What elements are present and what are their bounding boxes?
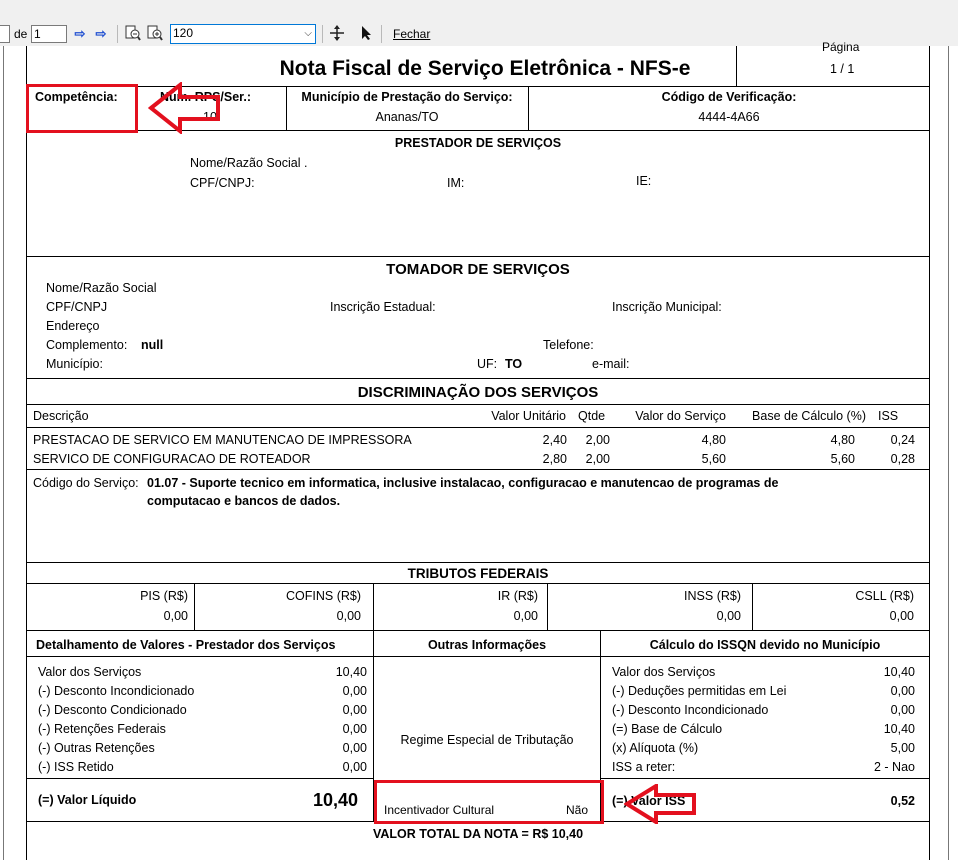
detalhamento-title: Detalhamento de Valores - Prestador dos Serviços (36, 638, 336, 652)
tomador-complemento-label: Complemento: (46, 338, 128, 352)
tomador-uf-label: UF: (477, 357, 498, 371)
chevron-down-icon: ⌵ (304, 28, 312, 39)
issqn-row-label: Valor dos Serviços (612, 665, 716, 679)
row-descricao: PRESTACAO DE SERVICO EM MANUTENCAO DE IMPRESSORA (33, 433, 412, 447)
row-iss: 0,24 (890, 433, 915, 447)
tomador-title: TOMADOR DE SERVIÇOS (386, 261, 570, 278)
page-title: Nota Fiscal de Serviço Eletrônica - NFS-e (279, 57, 691, 80)
left-arrow-icon (148, 82, 222, 134)
next-page-icon[interactable]: ⇨ (74, 26, 86, 41)
document-page (0, 40, 958, 860)
codigo-servico-label: Código do Serviço: (33, 476, 139, 490)
issqn-row-value: 0,00 (890, 703, 915, 717)
servicos-rows-line (26, 469, 930, 470)
toolbar-separator (322, 25, 323, 43)
competencia-highlight-box (26, 84, 138, 133)
tributo-inss-value: 0,00 (716, 609, 741, 623)
detalhamento-row-value: 0,00 (342, 760, 367, 774)
tomador-municipio-label: Município: (46, 357, 103, 371)
servicos-title-line (26, 404, 930, 405)
codigo-verificacao-label: Código de Verificação: (661, 90, 797, 104)
pagina-label: Página (822, 40, 860, 54)
left-arrow-icon (624, 784, 698, 824)
issqn-row-label: (-) Desconto Incondicionado (612, 703, 769, 717)
codigo-servico-line2: computacao e bancos de dados. (147, 494, 341, 508)
close-button[interactable]: Fechar (393, 27, 431, 41)
frame-right (929, 46, 930, 860)
municipio-value: Ananas/TO (375, 110, 439, 124)
col-qtde: Qtde (578, 409, 606, 423)
zoom-value: 120 (173, 26, 194, 40)
issqn-title-line (601, 656, 930, 657)
issqn-row-value: 0,00 (890, 684, 915, 698)
valor-iss-label: (=) Valor ISS (612, 794, 686, 808)
zoom-select[interactable] (170, 24, 316, 44)
detalhamento-row-label: (-) Desconto Condicionado (38, 703, 187, 717)
tomador-cpf-label: CPF/CNPJ (46, 300, 108, 314)
issqn-row-label: (x) Alíquota (%) (612, 741, 699, 755)
prestador-ie-label: IE: (636, 174, 652, 188)
tomador-endereco-label: Endereço (46, 319, 100, 333)
prestador-im-label: IM: (447, 176, 465, 190)
tributo-pis-value: 0,00 (163, 609, 188, 623)
detalhamento-row-label: Valor dos Serviços (38, 665, 142, 679)
detalhamento-row-value: 10,40 (335, 665, 367, 679)
detalhamento-row-label: (-) ISS Retido (38, 760, 114, 774)
row-qtde: 2,00 (585, 433, 610, 447)
tributo-inss-label: INSS (R$) (684, 589, 741, 603)
detalhamento-row-label: (-) Outras Retenções (38, 741, 155, 755)
row-qtde: 2,00 (585, 452, 610, 466)
row-valor-servico: 5,60 (701, 452, 726, 466)
tomador-telefone-label: Telefone: (543, 338, 594, 352)
pointer-icon[interactable] (358, 25, 374, 43)
zoom-out-icon[interactable] (124, 25, 142, 43)
detalhamento-row-label: (-) Desconto Incondicionado (38, 684, 195, 698)
detalhamento-row-value: 0,00 (342, 703, 367, 717)
header-bottom-line (136, 130, 930, 131)
issqn-row-value: 10,40 (883, 722, 915, 736)
outras-title: Outras Informações (427, 638, 547, 652)
tributos-title: TRIBUTOS FEDERAIS (407, 566, 549, 581)
tomador-uf-value: TO (505, 357, 523, 371)
prestador-nome-label: Nome/Razão Social . (190, 156, 308, 170)
servicos-header-line (26, 427, 930, 428)
detalhamento-row-label: (-) Retenções Federais (38, 722, 166, 736)
tributos-divider (194, 583, 195, 630)
detalhamento-rows-line (26, 778, 374, 779)
num-rps-value: 10 (203, 110, 217, 124)
incentivador-highlight-box (374, 780, 604, 824)
col-iss: ISS (878, 409, 899, 423)
issqn-title: Cálculo do ISSQN devido no Município (649, 638, 881, 652)
title-divider (736, 46, 737, 86)
last-page-icon[interactable]: ⇨ (95, 26, 107, 41)
row-base-calculo: 4,80 (830, 433, 855, 447)
tributo-cofins-value: 0,00 (336, 609, 361, 623)
tributo-ir-label: IR (R$) (497, 589, 538, 603)
tributos-bottom-line (26, 630, 930, 631)
tributo-pis-label: PIS (R$) (140, 589, 188, 603)
toolbar-separator (381, 25, 382, 43)
tributos-divider (547, 583, 548, 630)
toolbar-separator (117, 25, 118, 43)
col-valor-servico: Valor do Serviço (635, 409, 726, 423)
row-valor-unitario: 2,40 (542, 433, 567, 447)
tomador-complemento-value: null (141, 338, 164, 352)
tributo-cofins-label: COFINS (R$) (286, 589, 361, 603)
tributo-ir-value: 0,00 (513, 609, 538, 623)
detalhamento-row-value: 0,00 (342, 722, 367, 736)
issqn-row-value: 10,40 (883, 665, 915, 679)
page-edge-right (948, 46, 949, 860)
page-of-label: de (14, 27, 28, 41)
tomador-insc-est-label: Inscrição Estadual: (330, 300, 436, 314)
incentivador-label: Incentivador Cultural (384, 803, 495, 817)
outras-title-line (374, 656, 601, 657)
valor-liquido-value: 10,40 (312, 790, 358, 810)
prestador-cpf-label: CPF/CNPJ: (190, 176, 255, 190)
issqn-rows-line (601, 778, 930, 779)
row-valor-unitario: 2,80 (542, 452, 567, 466)
num-rps-label: Núm. RPS/Ser.: (160, 90, 251, 104)
tomador-insc-mun-label: Inscrição Municipal: (612, 300, 722, 314)
incentivador-value: Não (566, 803, 589, 817)
tributos-title-line (26, 583, 930, 584)
tributo-csll-label: CSLL (R$) (855, 589, 914, 603)
page-number-input[interactable]: 1 (31, 25, 67, 43)
frame-left (26, 46, 27, 860)
page-edge-left (3, 46, 4, 860)
detalhamento-row-value: 0,00 (342, 684, 367, 698)
prestador-title: PRESTADOR DE SERVIÇOS (394, 136, 562, 150)
codigo-servico-line1: 01.07 - Suporte tecnico em informatica, inclusive instalacao, configuracao e manutencao de programas de (147, 476, 779, 490)
zoom-in-icon[interactable] (146, 25, 164, 43)
row-base-calculo: 5,60 (830, 452, 855, 466)
servicos-title: DISCRIMINAÇÃO DOS SERVIÇOS (357, 384, 599, 401)
pan-icon[interactable] (328, 25, 346, 43)
viewer-toolbar (0, 22, 958, 46)
regime-especial-label: Regime Especial de Tributação (400, 733, 574, 747)
codigo-bottom-line (26, 562, 930, 563)
issqn-row-label: ISS a reter: (612, 760, 676, 774)
tomador-nome-label: Nome/Razão Social (46, 281, 157, 295)
tomador-bottom-line (26, 378, 930, 379)
detalhamento-row-value: 0,00 (342, 741, 367, 755)
pagina-value: 1 / 1 (830, 62, 855, 76)
row-descricao: SERVICO DE CONFIGURACAO DE ROTEADOR (33, 452, 311, 466)
issqn-row-label: (-) Deduções permitidas em Lei (612, 684, 787, 698)
issqn-row-value: 2 - Nao (874, 760, 915, 774)
toolbar-left-edge (0, 25, 10, 43)
tributo-csll-value: 0,00 (889, 609, 914, 623)
row-valor-servico: 4,80 (701, 433, 726, 447)
tomador-email-label: e-mail: (592, 357, 630, 371)
col-descricao: Descrição (33, 409, 89, 423)
valor-liquido-label: (=) Valor Líquido (38, 793, 137, 807)
valor-iss-value: 0,52 (890, 794, 915, 808)
issqn-row-value: 5,00 (890, 741, 915, 755)
row-iss: 0,28 (890, 452, 915, 466)
col-valor-unitario: Valor Unitário (491, 409, 566, 423)
tributos-divider (373, 583, 374, 630)
valor-total: VALOR TOTAL DA NOTA = R$ 10,40 (372, 827, 584, 841)
competencia-label: Competência: (35, 90, 118, 104)
prestador-bottom-line (26, 256, 930, 257)
municipio-label: Município de Prestação do Serviço: (301, 90, 513, 104)
col-base-calculo: Base de Cálculo (%) (752, 409, 866, 423)
tributos-divider (752, 583, 753, 630)
codigo-verificacao-value: 4444-4A66 (698, 110, 760, 124)
issqn-row-label: (=) Base de Cálculo (612, 722, 723, 736)
detalhamento-title-line (26, 656, 374, 657)
